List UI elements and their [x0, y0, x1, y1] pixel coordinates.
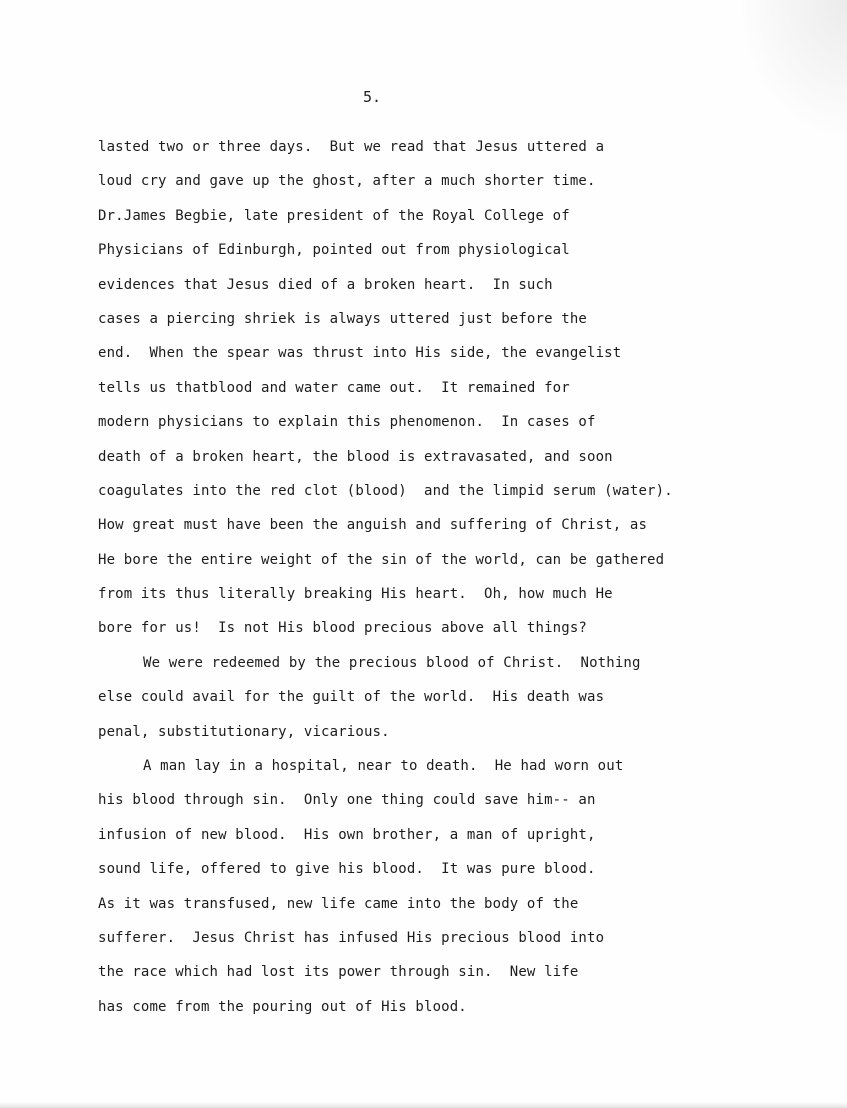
text-line: cases a piercing shriek is always uttered just before the	[98, 310, 587, 327]
text-line: has come from the pouring out of His blood.	[98, 998, 467, 1015]
text-line: his blood through sin. Only one thing could save him-- an	[98, 792, 596, 809]
text-line: coagulates into the red clot (blood) and the limpid serum (water).	[98, 482, 673, 499]
text-line: loud cry and gave up the ghost, after a much shorter time.	[98, 173, 596, 190]
text-line: death of a broken heart, the blood is extravasated, and soon	[98, 448, 613, 465]
text-line: sound life, offered to give his blood. It was pure blood.	[98, 861, 596, 878]
text-line: lasted two or three days. But we read that Jesus uttered a	[98, 139, 605, 155]
paragraph-start-line: A man lay in a hospital, near to death. He had worn out	[143, 758, 624, 775]
text-line: sufferer. Jesus Christ has infused His precious blood into	[98, 929, 605, 946]
text-line: else could avail for the guilt of the world. His death was	[98, 689, 605, 706]
scan-shadow	[737, 0, 847, 140]
text-line: tells us thatblood and water came out. It remained for	[98, 379, 570, 396]
text-line: As it was transfused, new life came into the body of the	[98, 895, 579, 912]
page-number: 5.	[363, 88, 382, 106]
text-line: Physicians of Edinburgh, pointed out from physiological	[98, 242, 570, 259]
text-line: evidences that Jesus died of a broken heart. In such	[98, 276, 553, 293]
text-line: penal, substitutionary, vicarious.	[98, 723, 390, 740]
paragraph-start-line: We were redeemed by the precious blood of Christ. Nothing	[143, 654, 641, 671]
text-line: Dr.James Begbie, late president of the Royal College of	[98, 207, 570, 224]
text-line: end. When the spear was thrust into His side, the evangelist	[98, 345, 622, 362]
text-line: How great must have been the anguish and suffering of Christ, as	[98, 517, 648, 534]
text-line: He bore the entire weight of the sin of the world, can be gathered	[98, 551, 665, 568]
body-text	[98, 130, 748, 1024]
text-line: the race which had lost its power through sin. New life	[98, 964, 579, 981]
text-line: bore for us! Is not His blood precious above all things?	[98, 620, 587, 637]
text-line: from its thus literally breaking His heart. Oh, how much He	[98, 586, 613, 603]
scan-bottom-edge	[0, 1102, 847, 1108]
text-line: modern physicians to explain this phenomenon. In cases of	[98, 414, 596, 431]
text-line: infusion of new blood. His own brother, a man of upright,	[98, 826, 596, 843]
